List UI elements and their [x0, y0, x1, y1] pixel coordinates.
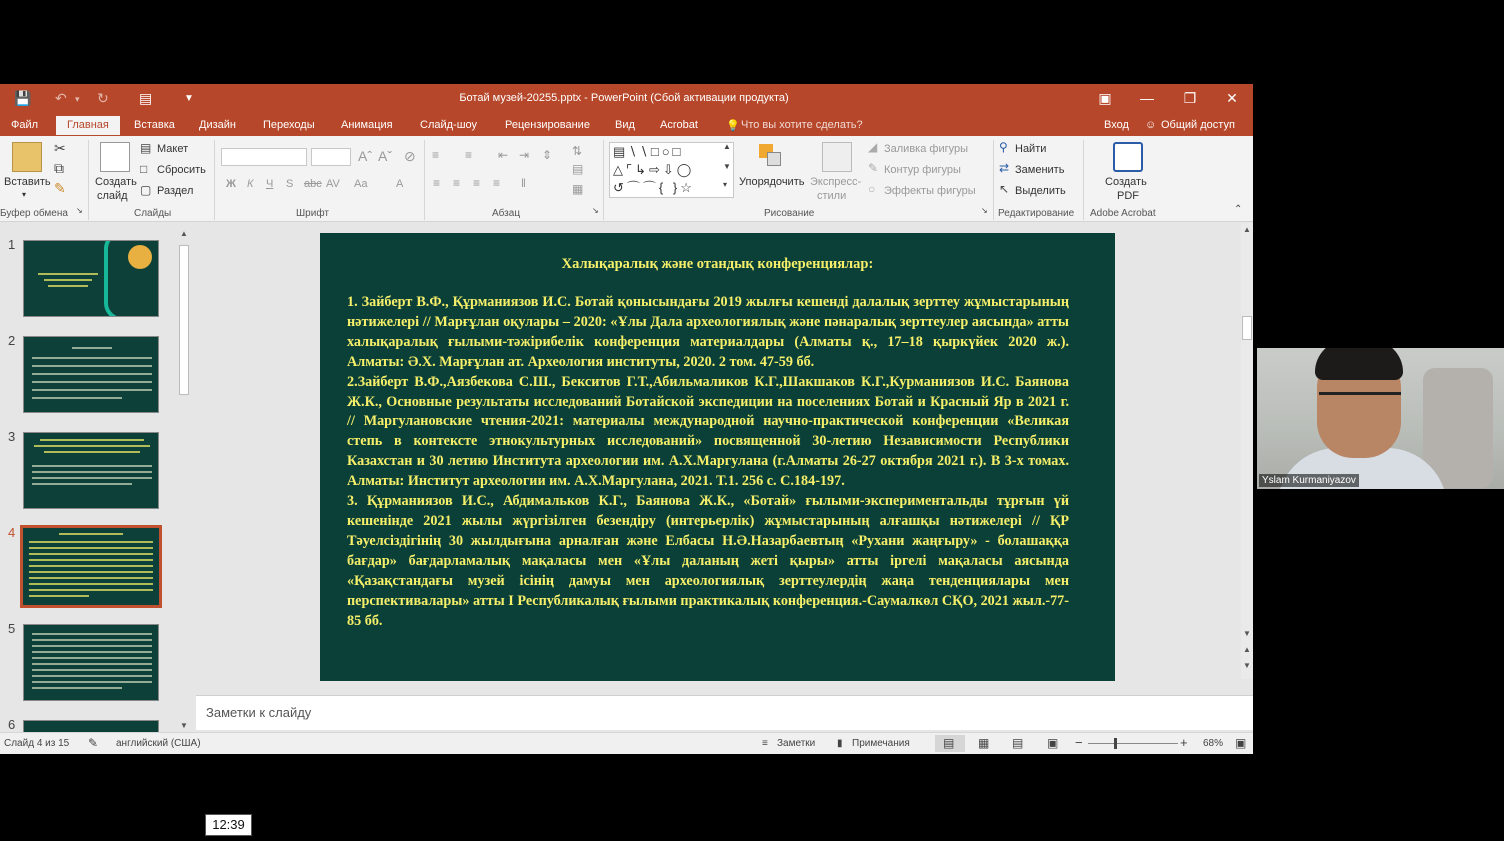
spellcheck-icon[interactable]: ✎	[88, 736, 99, 750]
webcam-video	[1257, 348, 1504, 489]
section-icon: ▢	[140, 183, 152, 197]
close-icon[interactable]: ✕	[1226, 90, 1238, 106]
italic-icon[interactable]: К	[247, 178, 254, 190]
title-bar	[0, 84, 1253, 114]
separator	[88, 140, 89, 220]
person-icon: ☺	[1145, 119, 1157, 131]
spacing-icon[interactable]: AV	[326, 178, 340, 190]
shapes-gallery[interactable]: ▤∖∖□○□ △⌜↳⇨⇩◯ ↺⌒⌒{ }☆	[609, 142, 734, 198]
thumb-number: 4	[8, 525, 16, 540]
strikethrough-icon[interactable]: abc	[304, 178, 322, 190]
create-pdf-label-1[interactable]: Создать	[1105, 176, 1147, 188]
shapes-scroll-up-icon[interactable]: ▲	[723, 142, 731, 151]
thumb-number: 5	[8, 621, 16, 636]
comments-button[interactable]: Примечания	[852, 738, 910, 749]
group-paragraph-label: Абзац	[492, 208, 521, 219]
separator	[424, 140, 425, 220]
find-icon: ⚲	[999, 140, 1008, 154]
align-text-icon[interactable]: ▤	[572, 162, 584, 176]
notes-placeholder[interactable]: Заметки к слайду	[206, 705, 312, 720]
create-pdf-label-2[interactable]: PDF	[1117, 190, 1139, 202]
tab-acrobat[interactable]: Acrobat	[660, 119, 698, 131]
shape-fill-button[interactable]: Заливка фигуры	[884, 143, 969, 155]
zoom-out-icon[interactable]: −	[1075, 735, 1083, 750]
quick-styles-icon[interactable]	[822, 142, 852, 172]
tab-transitions[interactable]: Переходы	[263, 119, 315, 131]
font-name-box[interactable]	[221, 148, 307, 166]
font-color-icon[interactable]: A	[396, 178, 404, 190]
next-slide-icon[interactable]: ▼	[1243, 661, 1251, 670]
notes-toggle-icon[interactable]: ≡	[762, 738, 768, 749]
zoom-slider-track[interactable]	[1088, 743, 1178, 744]
slideshow-view-icon[interactable]: ▣	[1047, 736, 1059, 750]
minimize-icon[interactable]: —	[1140, 90, 1154, 106]
slide-title[interactable]: Халықаралық және отандық конференциялар:	[561, 256, 874, 272]
slide-editing-area	[196, 223, 1253, 679]
paste-dropdown-icon[interactable]: ▾	[22, 190, 27, 199]
shadow-icon[interactable]: S	[286, 178, 294, 190]
collapse-ribbon-icon[interactable]: ⌃	[1234, 204, 1243, 215]
columns-icon[interactable]: ‖	[521, 176, 526, 190]
restore-icon[interactable]: ❐	[1183, 90, 1197, 106]
scroll-down-icon[interactable]: ▼	[180, 721, 188, 730]
customize-qat-icon[interactable]: ▼	[184, 93, 194, 104]
cut-icon[interactable]: ✂	[54, 140, 66, 156]
tab-review[interactable]: Рецензирование	[505, 119, 590, 131]
start-slideshow-icon[interactable]: ▤	[139, 90, 153, 106]
tab-insert[interactable]: Вставка	[134, 119, 175, 131]
replace-button[interactable]: Заменить	[1015, 164, 1065, 176]
person-glasses	[1319, 392, 1401, 412]
zoom-slider-thumb[interactable]	[1114, 738, 1117, 749]
thumb-number: 3	[8, 429, 16, 444]
slide-thumbnail-2[interactable]	[23, 336, 159, 413]
group-clipboard-label: Буфер обмена	[0, 208, 68, 219]
tab-animations[interactable]: Анимация	[341, 119, 393, 131]
new-slide-icon[interactable]	[100, 142, 130, 172]
increase-font-icon[interactable]: Aˆ	[358, 148, 372, 164]
share-button[interactable]: Общий доступ	[1161, 119, 1235, 131]
participant-name: Yslam Kurmaniyazov	[1259, 474, 1359, 487]
reference-1: 1. Зайберт В.Ф., Құрманиязов И.С. Ботай қонысындағы 2019 жылғы кешенді далалық зерттеу жұмыстарының нәтижелері // Марғұлан оқулары – 2020: «Ұлы Дала археологиялық және пәнаралық зерттеулер аясында» атты халықаралық ғылыми-тәжірибелік конференция материалдары (Алматы қ., 17–18 қыркүйек 2020 ж.). Алматы: Ә.Х. Марғұлан ат. Археология институты, 2020. 2 том. 47-59 бб.	[347, 294, 1069, 370]
normal-view-glyph: ▤	[943, 736, 955, 750]
status-bar	[0, 732, 1253, 754]
paste-icon[interactable]	[12, 142, 42, 172]
increase-indent-icon[interactable]: ⇥	[519, 148, 530, 162]
align-center-icon[interactable]: ≡	[453, 176, 461, 190]
slide-thumbnail-3[interactable]	[23, 432, 159, 509]
font-size-box[interactable]	[311, 148, 351, 166]
paste-label[interactable]: Вставить	[4, 176, 51, 188]
quick-styles-label-1[interactable]: Экспресс-	[810, 176, 862, 188]
separator	[603, 140, 604, 220]
ribbon-display-icon[interactable]: ▣	[1098, 90, 1112, 106]
arrange-icon[interactable]	[757, 142, 787, 172]
zoom-level[interactable]: 68%	[1203, 738, 1224, 749]
decrease-font-icon[interactable]: Aˇ	[378, 148, 392, 164]
group-font-label: Шрифт	[296, 208, 329, 219]
underline-icon[interactable]: Ч	[266, 178, 274, 190]
tell-me-box[interactable]: Что вы хотите сделать?	[741, 119, 863, 131]
scroll-down-icon[interactable]: ▼	[1243, 629, 1251, 638]
layout-button[interactable]: Макет	[157, 143, 189, 155]
smartart-icon[interactable]: ▦	[572, 182, 584, 196]
tab-file[interactable]: Файл	[11, 119, 39, 131]
shape-outline-button[interactable]: Контур фигуры	[884, 164, 961, 176]
previous-slide-icon[interactable]: ▲	[1243, 645, 1251, 654]
lightbulb-icon: 💡	[726, 120, 740, 132]
clipboard-launcher-icon[interactable]: ↘	[76, 206, 83, 215]
thumb-number: 1	[8, 237, 16, 252]
layout-icon: ▤	[140, 141, 152, 155]
new-slide-label-2[interactable]: слайд	[97, 190, 128, 202]
scroll-up-icon[interactable]: ▲	[180, 229, 188, 238]
group-slides-label: Слайды	[134, 208, 172, 219]
notes-toggle-button[interactable]: Заметки	[777, 738, 816, 749]
separator	[1083, 140, 1084, 220]
slide-sorter-icon[interactable]: ▦	[978, 736, 990, 750]
fit-to-window-icon[interactable]: ▣	[1235, 736, 1247, 750]
tab-view[interactable]: Вид	[615, 119, 635, 131]
tab-slideshow[interactable]: Слайд-шоу	[420, 119, 478, 131]
separator	[214, 140, 215, 220]
clock: 12:39	[205, 814, 252, 836]
copy-icon[interactable]: ⧉	[54, 160, 64, 176]
tab-design[interactable]: Дизайн	[199, 119, 236, 131]
numbering-icon[interactable]: ≡	[465, 148, 473, 162]
scroll-up-icon[interactable]: ▲	[1243, 225, 1251, 234]
undo-dropdown-icon[interactable]: ▾	[75, 94, 80, 104]
section-button[interactable]: Раздел	[157, 185, 194, 197]
shape-outline-icon: ✎	[868, 161, 879, 175]
slide-thumbnails-pane	[0, 223, 194, 732]
slide-thumbnail-1[interactable]	[23, 240, 159, 317]
zoom-in-icon[interactable]: +	[1180, 735, 1188, 750]
group-editing-label: Редактирование	[998, 208, 1075, 219]
separator	[993, 140, 994, 220]
tab-home[interactable]: Главная	[56, 116, 120, 135]
quick-styles-label-2[interactable]: стили	[817, 190, 847, 202]
scroll-thumb[interactable]	[179, 245, 189, 395]
powerpoint-window	[0, 84, 1253, 754]
slide-body[interactable]	[347, 293, 1069, 631]
shape-fill-icon: ◢	[868, 140, 878, 154]
ribbon	[0, 136, 1253, 222]
reference-3: 3. Құрманиязов И.С., Абдимальков К.Г., Баянова Ж.К., «Ботай» ғылыми-экспериментальды тұрғын үй кешенінде 2021 жылы жүргізілген безендіру (интерьерлік) жұмыстарының алғашқы нәтижелері // ҚР Тәуелсіздігінің 30 жылдығына арналған және Елбасы Н.Ә.Назарбаевтың «Рухани жаңғыру» - болашаққа бағдар» бағдарламалық мақаласы мен «Ұлы даланың жеті қыры» атты іргелі мақаласы аясында «Қазақстандағы музей ісінің дамуы мен археологиялық зерттеулердің жаңа тенденциялары мен перспективалары» атты I Республикалық ғылыми практикалық конференция.-Саумалкөл СҚО, 2021 жыл.-77-85 бб.	[347, 493, 1070, 629]
slide-thumbnail-6[interactable]	[23, 720, 159, 732]
change-case-icon[interactable]: Aa	[354, 178, 368, 190]
decrease-indent-icon[interactable]: ⇤	[498, 148, 509, 162]
replace-icon: ⇄	[999, 161, 1010, 175]
line-spacing-icon[interactable]: ⇕	[542, 148, 553, 162]
slide-thumbnail-4[interactable]	[20, 525, 162, 608]
shapes-more-icon[interactable]: ▾	[723, 180, 728, 189]
paragraph-launcher-icon[interactable]: ↘	[592, 206, 599, 215]
current-slide[interactable]	[320, 233, 1115, 681]
ribbon-tabs	[0, 114, 1253, 136]
drawing-launcher-icon[interactable]: ↘	[981, 206, 988, 215]
reading-view-icon[interactable]: ▤	[1012, 736, 1024, 750]
shapes-scroll-down-icon[interactable]: ▼	[723, 162, 731, 171]
find-button[interactable]: Найти	[1015, 143, 1047, 155]
reset-button[interactable]: Сбросить	[157, 164, 206, 176]
bold-icon[interactable]: Ж	[226, 178, 236, 190]
slide-counter: Слайд 4 из 15	[4, 738, 70, 749]
thumb-number: 6	[8, 717, 16, 732]
redo-icon[interactable]: ↻	[97, 90, 109, 106]
text-direction-icon[interactable]: ⇅	[572, 144, 583, 158]
group-drawing-label: Рисование	[764, 208, 815, 219]
select-icon: ↖	[999, 182, 1010, 196]
language-indicator[interactable]: английский (США)	[116, 738, 201, 749]
clear-format-icon[interactable]: ⊘	[404, 148, 416, 164]
bullets-icon[interactable]: ≡	[432, 148, 440, 162]
window-title: Ботай музей-20255.pptx - PowerPoint (Сбой активации продукта)	[459, 92, 789, 104]
select-button[interactable]: Выделить	[1015, 185, 1066, 197]
slide-thumbnail-5[interactable]	[23, 624, 159, 701]
notes-pane[interactable]	[196, 695, 1253, 730]
justify-icon[interactable]: ≡	[493, 176, 501, 190]
shape-effects-icon: ○	[868, 182, 876, 196]
format-painter-icon[interactable]: ✎	[54, 180, 66, 196]
arrange-button[interactable]: Упорядочить	[739, 176, 805, 188]
thumbnails-scrollbar[interactable]	[177, 231, 191, 731]
reference-2: 2.Зайберт В.Ф.,Аязбекова С.Ш., Бекситов Г.Т.,Абильмаликов К.Г.,Шакшаков К.Г.,Курманиязов И.С. Баянова Ж.К., Основные результаты исследований Ботайской экспедиции на поселениях Ботай и Красный Яр в 2021 г. // Маргулановские чтения-2021: материалы международной научно-практической конференции «Великая степь в контексте этнокультурных исследований» посвященной 30-летию Независимости Республики Казахстан и 30 летию Института археологии им. А.Х.Маргулана (г.Алматы 26-27 октября 2021 г.). В 3-х томах. Алматы: Институт археологии им. А.Х.Маргулана, 2021. Т.1. 256 с. С.184-197.	[347, 373, 1069, 490]
undo-icon[interactable]: ↶	[55, 90, 67, 106]
person-hair	[1315, 348, 1403, 380]
shape-effects-button[interactable]: Эффекты фигуры	[884, 185, 976, 197]
create-pdf-icon[interactable]	[1113, 142, 1143, 172]
comments-icon[interactable]: ▮	[837, 738, 843, 749]
new-slide-label-1[interactable]: Создать	[95, 176, 137, 188]
save-icon[interactable]: 💾	[14, 90, 32, 106]
align-right-icon[interactable]: ≡	[473, 176, 481, 190]
align-left-icon[interactable]: ≡	[433, 176, 441, 190]
thumb-number: 2	[8, 333, 16, 348]
group-acrobat-label: Adobe Acrobat	[1090, 208, 1156, 219]
slide-scrollbar[interactable]	[1241, 223, 1253, 679]
sign-in-link[interactable]: Вход	[1104, 119, 1129, 131]
scroll-thumb[interactable]	[1242, 316, 1252, 340]
reset-icon: □	[140, 162, 148, 176]
